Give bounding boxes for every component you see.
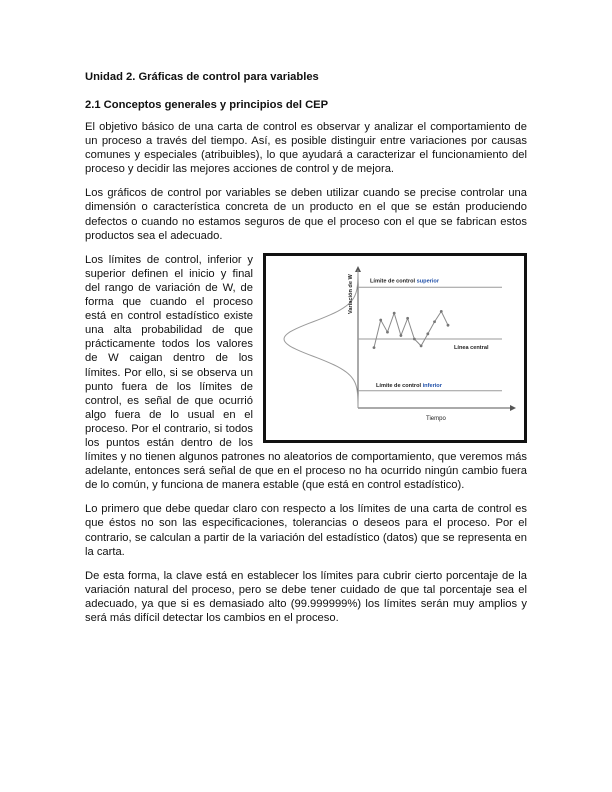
lcl-label: Límite de control inferior [376, 382, 442, 389]
figure-text-block [85, 253, 527, 493]
data-point [373, 346, 376, 349]
data-point [420, 344, 423, 347]
paragraph-2: Los gráficos de control por variables se deben utilizar cuando se precise controlar una dimensión o característica concreta de un producto en el que se están produciendo defectos o cuando no estamos seguros de que el proceso con el que se fabrican estos productos sea el adecuado. [85, 187, 527, 242]
paragraph-1: El objetivo básico de una carta de control es observar y analizar el comportamiento de un proceso a través del tiempo. Así, es posible distinguir entre variaciones por causas comunes y especiales (atribuibles), lo que ayudará a caracterizar el funcionamiento del proceso y decidir las mejores acciones de control y de mejora. [85, 121, 527, 176]
data-point [386, 330, 389, 333]
data-series-line [374, 311, 448, 347]
data-point [413, 337, 416, 340]
x-axis-label: Tiempo [426, 415, 446, 422]
paragraph-4: Lo primero que debe quedar claro con respecto a los límites de una carta de control es que éstos no son las especificaciones, tolerancias o deseos para el proceso. Por el contrario, se calculan a partir de la variación del estadístico (datos) que se representa en la carta. [85, 503, 527, 558]
paragraph-3: Los límites de control, inferior y superior definen el inicio y final del rango de variación de W, de forma que cuando el proceso está en control estadístico existe una alta probabilidad de que prácticamente todos los valores de W caigan dentro de los límites. Por ello, si se observa un punto fuera de los límites de control, es señal de que ocurrió algo fuera de lo usual en el proceso. Por el contrario, si todos los puntos están dentro de los límites y no tienen algunos patrones no aleatorios de comportamiento, que veremos más adelante, entonces será señal de que en el proceso no ha ocurrido ningún cambio fuera de lo común, y funciona de manera estable (que está en control estadístico). [85, 253, 527, 492]
x-axis-arrow [510, 405, 516, 411]
data-point [447, 324, 450, 327]
center-line-label: Línea central [454, 344, 489, 351]
ucl-label: Límite de control superior [370, 278, 440, 284]
document-body [85, 70, 527, 635]
section-title: 2.1 Conceptos generales y principios del CEP [85, 99, 329, 111]
data-point [393, 311, 396, 314]
control-chart-figure [263, 253, 527, 443]
unit-title: Unidad 2. Gráficas de control para variables [85, 71, 319, 83]
data-point [406, 317, 409, 320]
data-point [400, 334, 403, 337]
normal-distribution-curve [284, 270, 358, 408]
paragraph-5: De esta forma, la clave está en establecer los límites para cubrir cierto porcentaje de la variación natural del proceso, pero se debe tener cuidado de que tal porcentaje sea el adecuado, ya que si es demasiado alto (99.999999%) los límites serán muy amplios y será más difícil detectar los cambios en el proceso. [85, 569, 527, 624]
data-point [379, 318, 382, 321]
control-chart [266, 256, 524, 440]
data-point [433, 320, 436, 323]
y-axis-label: Variación de W [348, 273, 354, 314]
data-point [426, 332, 429, 335]
data-point [440, 310, 443, 313]
